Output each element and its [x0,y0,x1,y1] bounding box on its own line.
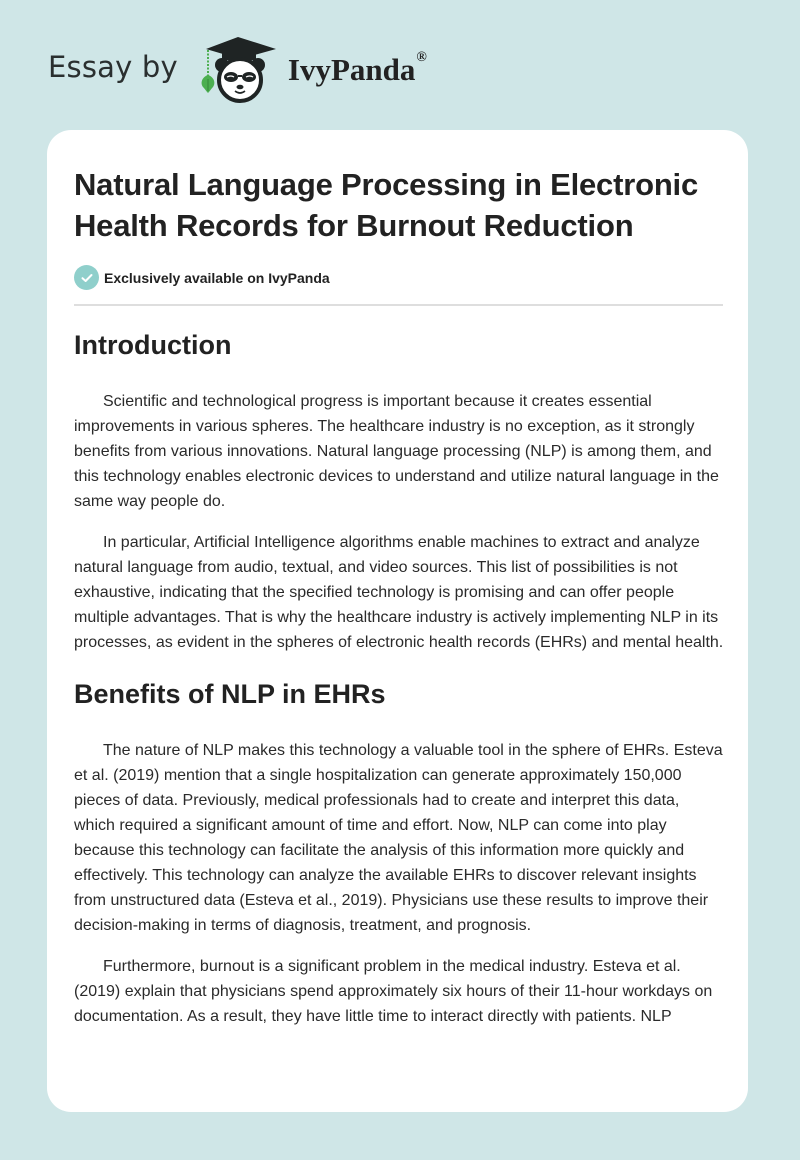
site-header [48,34,427,104]
exclusive-text: Exclusively available on IvyPanda [104,269,330,286]
essay-card [47,130,748,1112]
registered-mark: ® [416,50,427,65]
check-circle-icon [74,265,99,290]
brand-name[interactable] [288,52,427,88]
essay-title: Natural Language Processing in Electronic Health Records for Burnout Reduction [74,167,699,243]
exclusive-badge [74,265,724,290]
panda-graduate-logo-icon[interactable] [192,33,282,105]
section-heading: Introduction [74,330,232,360]
essay-by-label: Essay by [48,50,178,84]
paragraph: Furthermore, burnout is a significant problem in the medical industry. Esteva et al. (2019) explain that physicians spend approximately six hours of their 11-hour workdays on documentation. As a result, they have little time to interact directly with patients. NLP [74,958,713,1025]
paragraph: Scientific and technological progress is important because it creates essential improvements in various spheres. The healthcare industry is no exception, as it strongly benefits from various innovations. Natural language processing (NLP) is among them, and this technology enables electronic devices to understand and utilize natural language in the same way people do. [74,393,719,510]
paragraph: In particular, Artificial Intelligence algorithms enable machines to extract and analyze natural language from audio, textual, and video sources. This list of possibilities is not exhaustive, indicating that the specified technology is promising and can offer people multiple advantages. That is why the healthcare industry is actively implementing NLP in its processes, as evident in the spheres of electronic health records (EHRs) and mental health. [74,534,724,651]
essay-content [74,164,724,1029]
section-introduction [74,328,724,655]
section-benefits-of-nlp [74,677,724,1029]
brand-text: IvyPanda [287,52,416,87]
divider [74,304,723,306]
paragraph: The nature of NLP makes this technology a valuable tool in the sphere of EHRs. Esteva et al. (2019) mention that a single hospitalization can generate approximately 150,000 pieces of data. Previously, medical professionals had to create and interpret this data, which required a significant amount of time and effort. Now, NLP can come into play because this technology can facilitate the analysis of this information more quickly and effectively. This technology can analyze the available EHRs to discover relevant insights from unstructured data (Esteva et al., 2019). Physicians use these results to improve their decision-making in terms of diagnosis, treatment, and prognosis. [74,742,723,934]
section-heading: Benefits of NLP in EHRs [74,679,386,709]
